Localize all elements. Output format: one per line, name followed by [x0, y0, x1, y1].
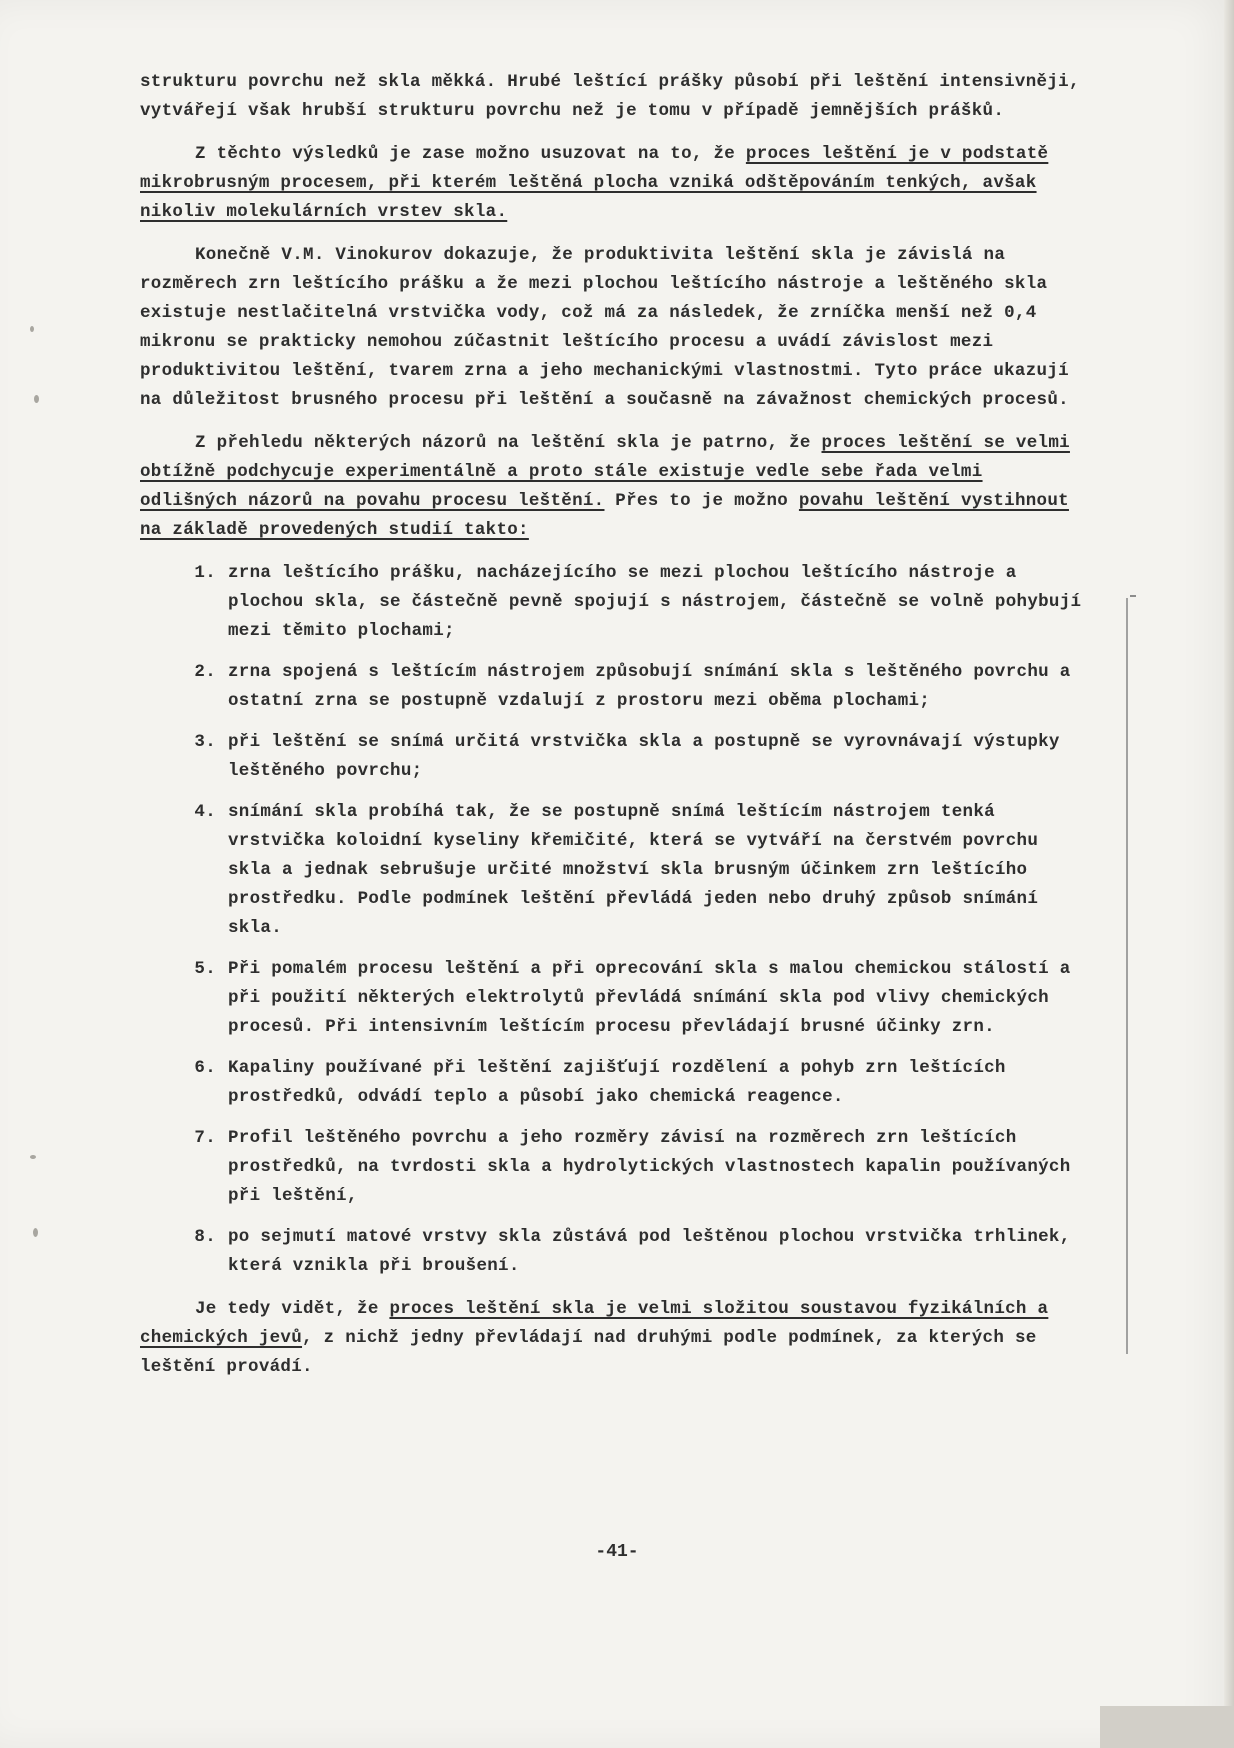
paragraph-4 — [140, 429, 1090, 545]
list-item-text: zrna leštícího prášku, nacházejícího se mezi plochou leštícího nástroje a plochou skla, se částečně pevně spojují s nástrojem, částečně se volně pohybují mezi těmito plochami; — [228, 563, 1082, 641]
list-item-text: Při pomalém procesu leštění a při oprecování skla s malou chemickou stálostí a při použití některých elektrolytů převládá snímání skla pod vlivy chemických procesů. Při intensivním leštícím procesu převládají brusné účinky zrn. — [228, 959, 1071, 1037]
paper-speck — [30, 326, 34, 332]
document-body — [140, 68, 1090, 1396]
paragraph-1: strukturu povrchu než skla měkká. Hrubé leštící prášky působí při leštění intensivněji, vytvářejí však hrubší strukturu povrchu než je tomu v případě jemnějších prášků. — [140, 72, 1080, 121]
paper-speck — [30, 1155, 36, 1159]
paragraph-4-underlined-1: proces leštění se velmi obtížně podchycuje experimentálně a proto stále existuje vedle sebe řada velmi odlišných názorů na povahu procesu leštění. — [140, 433, 1070, 511]
margin-line — [1126, 598, 1128, 1354]
list-item — [140, 1054, 1090, 1112]
paragraph-2-underlined: proces leštění je v podstatě mikrobrusným procesem, při kterém leštěná plocha vzniká odštěpováním tenkých, avšak nikoliv molekulárních vrstev skla. — [140, 144, 1049, 222]
page-corner — [1100, 1706, 1234, 1748]
list-item-number: 3. — [194, 732, 216, 752]
paragraph-5-lead: Je tedy vidět, že — [195, 1299, 390, 1319]
paragraph-4-underlined-2: povahu leštění vystihnout na základě provedených studií takto: — [140, 491, 1069, 540]
numbered-list — [140, 559, 1090, 1281]
list-item — [140, 798, 1090, 943]
list-item-text: Profil leštěného povrchu a jeho rozměry závisí na rozměrech zrn leštících prostředků, na tvrdosti skla a hydrolytických vlastnostech kapalin používaných při leštění, — [228, 1128, 1071, 1206]
page-edge — [1224, 0, 1234, 1748]
list-item — [140, 955, 1090, 1042]
list-item-text: Kapaliny používané při leštění zajišťují rozdělení a pohyb zrn leštících prostředků, odvádí teplo a působí jako chemická reagence. — [228, 1058, 1006, 1107]
paragraph-2-lead: Z těchto výsledků je zase možno usuzovat na to, že — [195, 144, 746, 164]
list-item-text: zrna spojená s leštícím nástrojem způsobují snímání skla s leštěného povrchu a ostatní zrna se postupně vzdalují z prostoru mezi oběma plochami; — [228, 662, 1071, 711]
list-item-text: snímání skla probíhá tak, že se postupně snímá leštícím nástrojem tenká vrstvička koloidní kyseliny křemičité, která se vytváří na čerstvém povrchu skla a jednak sebrušuje určité množství skla brusným účinkem zrn leštícího prostředku. Podle podmínek leštění převládá jeden nebo druhý způsob snímání skla. — [228, 802, 1039, 938]
list-item-number: 5. — [194, 959, 216, 979]
paragraph-5-underlined: proces leštění skla je velmi složitou soustavou fyzikálních a chemických jevů — [140, 1299, 1049, 1348]
list-item — [140, 1124, 1090, 1211]
list-item-number: 4. — [194, 802, 216, 822]
margin-mark — [1130, 595, 1136, 597]
paragraph-2 — [140, 140, 1090, 227]
list-item — [140, 728, 1090, 786]
list-item-text: po sejmutí matové vrstvy skla zůstává pod leštěnou plochou vrstvička trhlinek, která vznikla při broušení. — [228, 1227, 1071, 1276]
paragraph-3: Konečně V.M. Vinokurov dokazuje, že produktivita leštění skla je závislá na rozměrech zrn leštícího prášku a že mezi plochou leštícího nástroje a leštěného skla existuje nestlačitelná vrstvička vody, což má za následek, že zrníčka menší než 0,4 mikronu se prakticky nemohou zúčastnit leštícího procesu a uvádí závislost mezi produktivitou leštění, tvarem zrna a jeho mechanickými vlastnostmi. Tyto práce ukazují na důležitost brusného procesu při leštění a současně na závažnost chemických procesů. — [140, 245, 1069, 410]
paper-speck — [34, 395, 39, 403]
list-item-text: při leštění se snímá určitá vrstvička skla a postupně se vyrovnávají výstupky leštěného povrchu; — [228, 732, 1060, 781]
list-item — [140, 658, 1090, 716]
list-item-number: 7. — [194, 1128, 216, 1148]
page-number: -41- — [595, 1542, 639, 1562]
list-item-number: 1. — [194, 563, 216, 583]
paragraph-5 — [140, 1295, 1090, 1382]
paper-speck — [33, 1228, 38, 1237]
paragraph-5-tail: , z nichž jedny převládají nad druhými podle podmínek, za kterých se leštění provádí. — [140, 1328, 1037, 1377]
paragraph-4-lead: Z přehledu některých názorů na leštění skla je patrno, že — [195, 433, 822, 453]
list-item-number: 2. — [194, 662, 216, 682]
list-item — [140, 1223, 1090, 1281]
list-item — [140, 559, 1090, 646]
list-item-number: 8. — [194, 1227, 216, 1247]
list-item-number: 6. — [194, 1058, 216, 1078]
paragraph-4-middle: Přes to je možno — [604, 491, 799, 511]
